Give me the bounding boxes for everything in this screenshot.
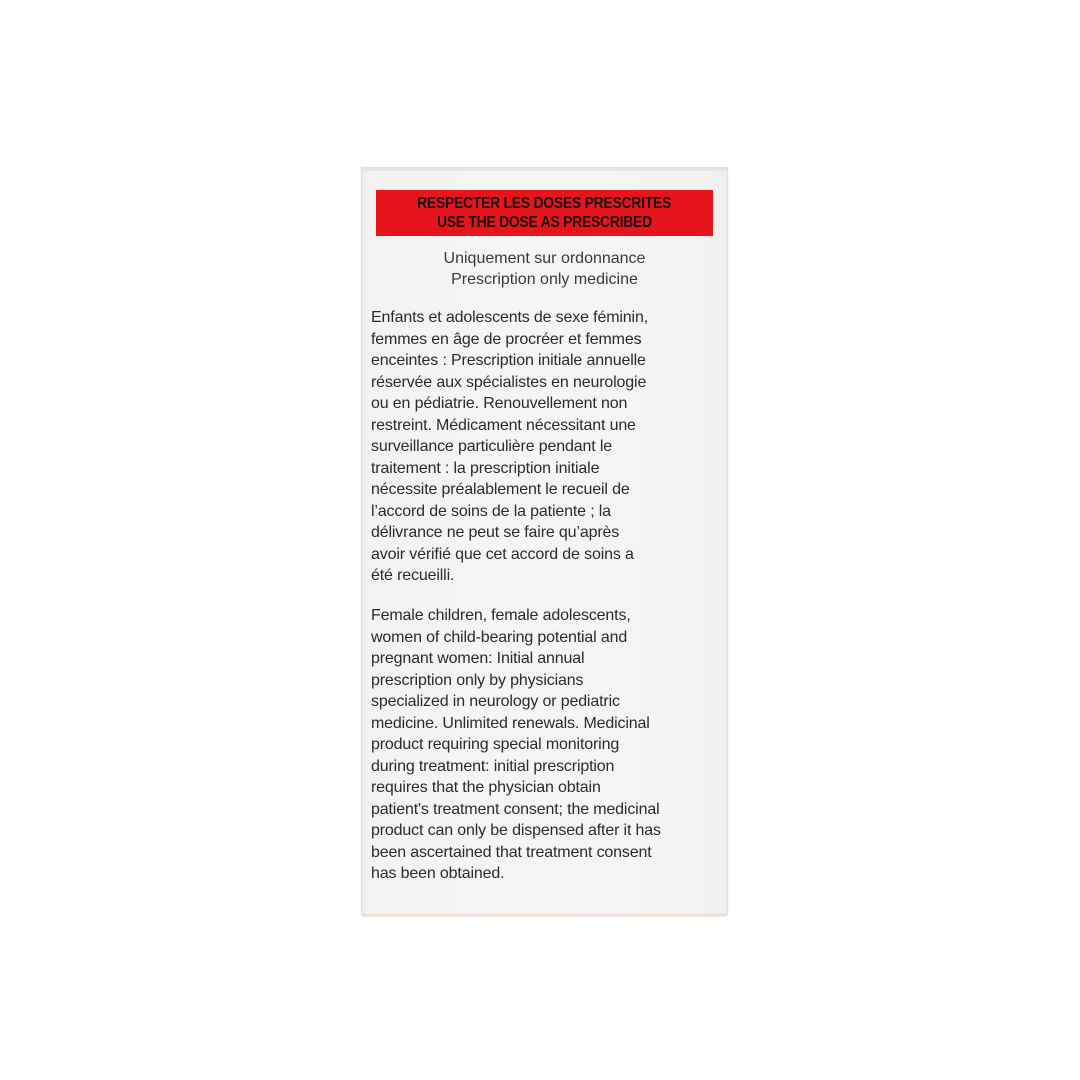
conditions-paragraph-en bbox=[371, 605, 721, 885]
text-line: during treatment: initial prescription bbox=[371, 757, 615, 775]
text-line: enceintes : Prescription initiale annuelle bbox=[371, 352, 646, 369]
text-line: Female children, female adolescents, bbox=[371, 607, 631, 624]
text-line: patient's treatment consent; the medicinal bbox=[371, 800, 660, 818]
medicine-box-side-panel bbox=[361, 167, 728, 915]
text-line: medicine. Unlimited renewals. Medicinal bbox=[371, 714, 650, 732]
conditions-paragraph-fr bbox=[371, 307, 721, 587]
text-line: has been obtained. bbox=[371, 865, 505, 882]
dose-warning-banner bbox=[376, 190, 713, 236]
text-line: prescription only by physicians bbox=[371, 671, 584, 689]
dose-warning-en: USE THE DOSE AS PRESCRIBED bbox=[437, 214, 652, 231]
text-line: restreint. Médicament nécessitant une bbox=[371, 416, 636, 434]
text-line: délivrance ne peut se faire qu’après bbox=[371, 524, 620, 541]
text-line: ou en pédiatrie. Renouvellement non bbox=[371, 395, 628, 412]
text-line: women of child-bearing potential and bbox=[371, 628, 628, 646]
prescription-notice-en: Prescription only medicine bbox=[451, 271, 638, 288]
text-line: specialized in neurology or pediatric bbox=[371, 693, 620, 710]
text-line: été recueilli. bbox=[371, 567, 455, 584]
box-top-edge bbox=[362, 168, 727, 171]
text-line: nécessite préalablement le recueil de bbox=[371, 481, 630, 498]
text-line: been ascertained that treatment consent bbox=[371, 843, 652, 861]
text-line: traitement : la prescription initiale bbox=[371, 459, 600, 477]
text-line: réservée aux spécialistes en neurologie bbox=[371, 373, 647, 391]
text-line: femmes en âge de procréer et femmes bbox=[371, 330, 642, 348]
text-line: l’accord de soins de la patiente ; la bbox=[371, 502, 611, 520]
text-line: product can only be dispensed after it has bbox=[371, 822, 661, 839]
text-line: avoir vérifié que cet accord de soins a bbox=[371, 545, 634, 563]
text-line: product requiring special monitoring bbox=[371, 736, 620, 753]
text-line: pregnant women: Initial annual bbox=[371, 650, 585, 667]
text-line: Enfants et adolescents de sexe féminin, bbox=[371, 309, 648, 326]
prescription-notice-fr: Uniquement sur ordonnance bbox=[443, 250, 646, 267]
text-line: surveillance particulière pendant le bbox=[371, 438, 612, 455]
text-line: requires that the physician obtain bbox=[371, 779, 601, 796]
prescription-notice bbox=[376, 248, 713, 290]
dose-warning-fr: RESPECTER LES DOSES PRESCRITES bbox=[417, 195, 672, 212]
